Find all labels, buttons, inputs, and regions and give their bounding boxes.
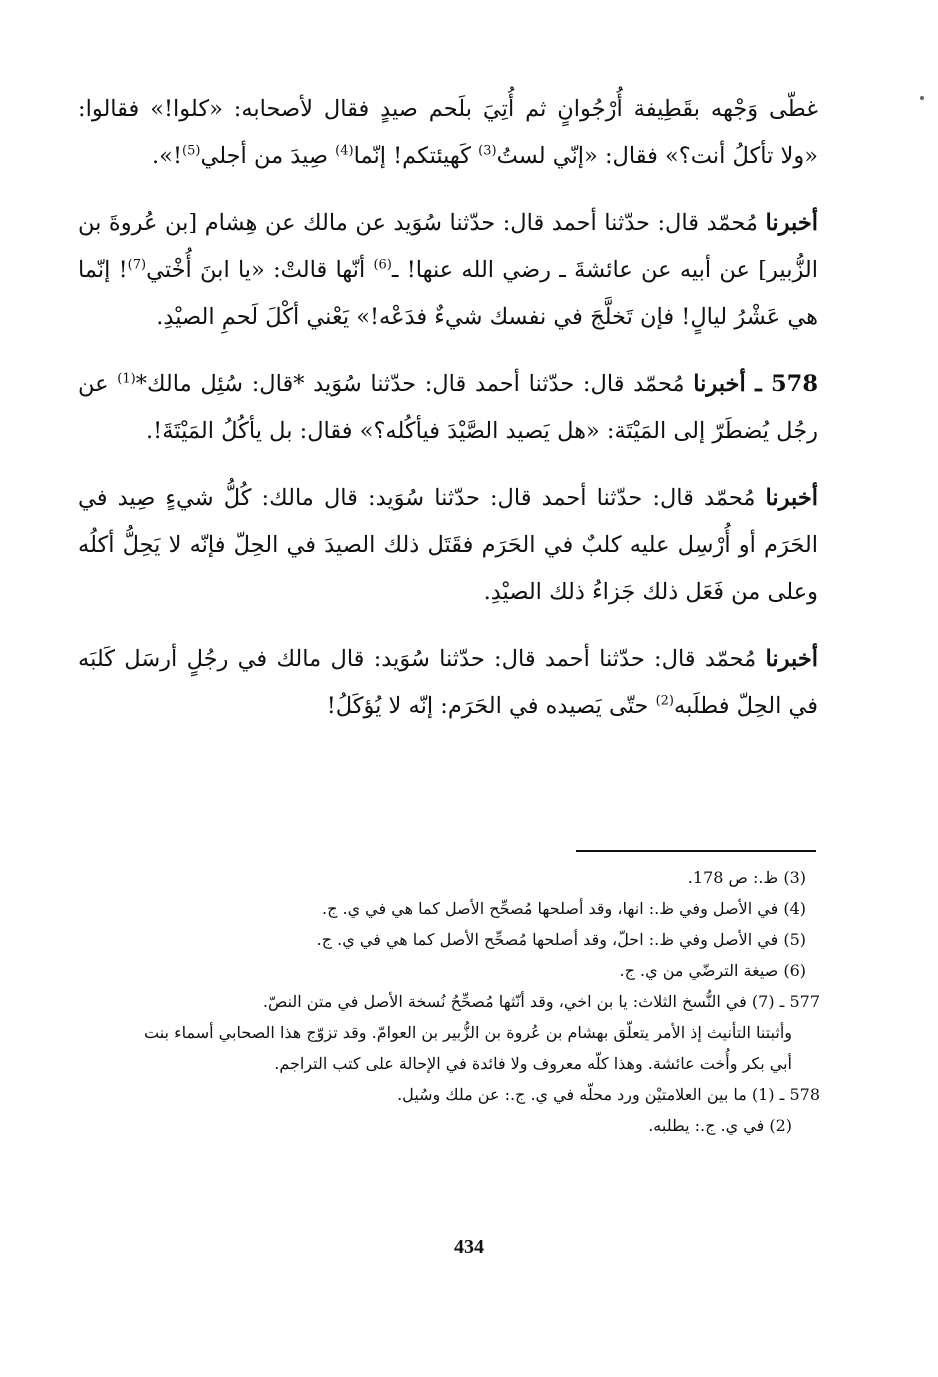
paragraph-lead: أخبرنا (765, 485, 818, 511)
footnote-continuation: وأثبتنا التأنيث إذ الأمر يتعلّق بهشام بن عُروة بن الزُّبير بن العوامّ. وقد تزوّج هذا الصحابي أسماء بنت أبي بكر وأُخت عائشة. وهذا كلّه معروف ولا فائدة في الإحالة على كتب التراجم. (144, 1023, 792, 1073)
paragraph-text: حتّى يَصيده في الحَرَم: إنّه لا يُؤكَلُ! (326, 693, 656, 719)
footnote-ref: (5) (182, 143, 201, 159)
footnote: (5) في الأصل وفي ظ.: احلّ، وقد أصلحها مُصحِّح الأصل كما هي في ي. ج. (316, 930, 806, 949)
footnote-ref: (3) (478, 143, 497, 159)
footnote: (2) في ي. ج.: يطلبه. (648, 1116, 792, 1135)
footnotes (120, 862, 820, 1141)
footnote: (4) في الأصل وفي ظ.: انها، وقد أصلحها مُصحِّح الأصل كما هي في ي. ج. (321, 899, 806, 918)
paragraph-5 (78, 636, 818, 730)
footnote-ref: (6) (373, 257, 392, 273)
paragraph-2 (78, 200, 818, 341)
paragraph-lead: أخبرنا (765, 210, 818, 236)
paragraph-lead: أخبرنا (693, 371, 746, 397)
paragraph-text: صِيدَ من أجلي (200, 143, 336, 169)
footnote: (3) ظ.: ص 178. (687, 868, 806, 887)
paragraph-text: ! إنّما هي عَشْرُ ليالٍ! فإن تَخلَّجَ في نفسك شيءٌ فدَعْه!» يَعْني أكْلَ لَحمِ الصيْدِ. (78, 257, 818, 330)
paragraph-3 (78, 361, 818, 455)
footnote: (6) صيغة الترضّي من ي. ج. (619, 961, 806, 980)
footnote-ref: (4) (335, 143, 354, 159)
scan-speck (920, 96, 924, 100)
paragraph-text: !». (152, 143, 182, 169)
paragraph-text: مُحمّد قال: حدّثنا أحمد قال: حدّثنا سُوَيد عن مالك عن هِشام [بن عُروةَ بن الزُّبير] عن أبيه عن عائشةَ ـ رضي الله عنها! ـ (78, 210, 818, 283)
footnote: 578 ـ (1) ما بين العلامتيْن ورد محلّه في ي. ج.: عن ملك وسُيل. (397, 1085, 820, 1104)
paragraph-number: 578 ـ (745, 371, 818, 397)
footnote-ref: (2) (655, 693, 674, 709)
paragraph-text: غطّى وَجْهه بقَطِيفة أُرْجُوانٍ ثم أُتِيَ بلَحم صيدٍ فقال لأصحابه: «كلوا!» فقالوا: «ولا تأكلُ أنت؟» فقال: «إنّي لستُ (78, 96, 818, 169)
main-text (78, 86, 818, 750)
paragraph-text: مُحمّد قال: حدّثنا أحمد قال: حدّثنا سُوَيد: قال مالك في رجُلٍ أرسَل كَلبَه في الحِلّ فطلَبه (78, 646, 818, 719)
paragraph-text: أنّها قالتْ: «يا ابنَ أُخْتي (146, 257, 374, 283)
paragraph-text: عن رجُل يُضطَرّ إلى المَيْتَة: «هل يَصيد الصَّيْدَ فيأكُله؟» فقال: بل يأكُلُ المَيْتَةَ!. (78, 371, 818, 444)
footnote: 577 ـ (7) في النُّسخ الثلاث: يا بن اخي، وقد أنّثها مُصحِّحُ نُسخة الأصل في متن النصّ. (262, 992, 820, 1011)
paragraph-text: مُحمّد قال: حدّثنا أحمد قال: حدّثنا سُوَيد: قال مالك: كُلُّ شيءٍ صِيد في الحَرَم أو أُرْسِل عليه كلبٌ في الحَرَم فقَتَل ذلك الصيدَ في الحِلّ فإنّه لا يَحِلُّ أكلُه وعلى من فَعَل ذلك جَزاءُ ذلك الصيْدِ. (78, 485, 818, 605)
paragraph-1 (78, 86, 818, 180)
paragraph-text: مُحمّد قال: حدّثنا أحمد قال: حدّثنا سُوَيد *قال: سُئِل مالك* (135, 371, 694, 397)
paragraph-4 (78, 475, 818, 616)
footnote-separator (576, 850, 816, 852)
paragraph-lead: أخبرنا (765, 646, 818, 672)
footnote-ref: (1) (117, 371, 136, 387)
page-number: 434 (454, 1236, 484, 1258)
footnote-ref: (7) (127, 257, 147, 273)
paragraph-text: كَهيئتكم! إنّما (353, 143, 479, 169)
